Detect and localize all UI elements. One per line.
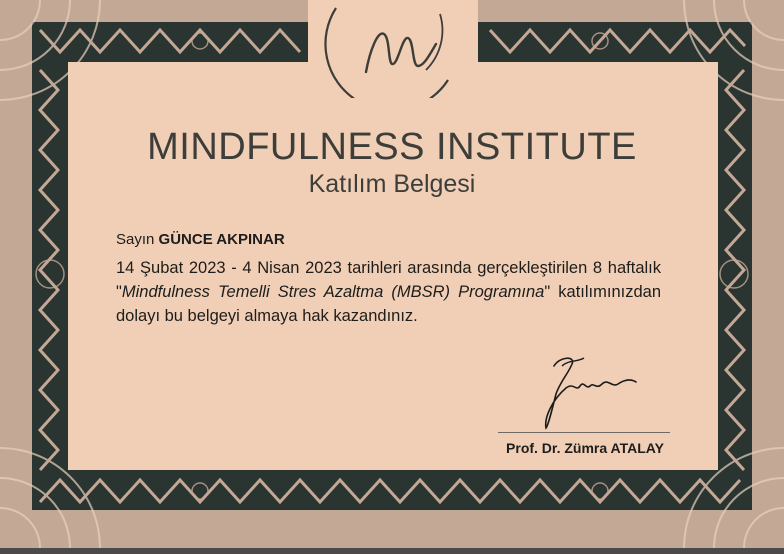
signer-name: Prof. Dr. Zümra ATALAY — [506, 440, 664, 456]
program-name: Mindfulness Temelli Stres Azaltma (MBSR) Programına — [121, 283, 545, 301]
handwritten-signature — [532, 348, 652, 430]
signature-line — [498, 432, 670, 433]
institute-title: MINDFULNESS INSTITUTE — [147, 126, 637, 168]
certificate-body — [116, 256, 661, 328]
recipient-name: GÜNCE AKPINAR — [158, 231, 285, 248]
bottom-edge — [0, 548, 784, 554]
salutation: Sayın — [116, 231, 155, 248]
body-prefix: 14 Şubat 2023 - 4 Nisan 2023 tarihleri arasında gerçekleştirilen 8 haftalık " — [116, 259, 661, 301]
document-subtitle: Katılım Belgesi — [308, 170, 476, 198]
greeting-line — [116, 231, 285, 248]
mw-monogram-circle-logo — [308, 0, 478, 98]
body-suffix: " katılımınızdan dolayı bu belgeyi almaya hak kazandınız. — [116, 283, 661, 325]
